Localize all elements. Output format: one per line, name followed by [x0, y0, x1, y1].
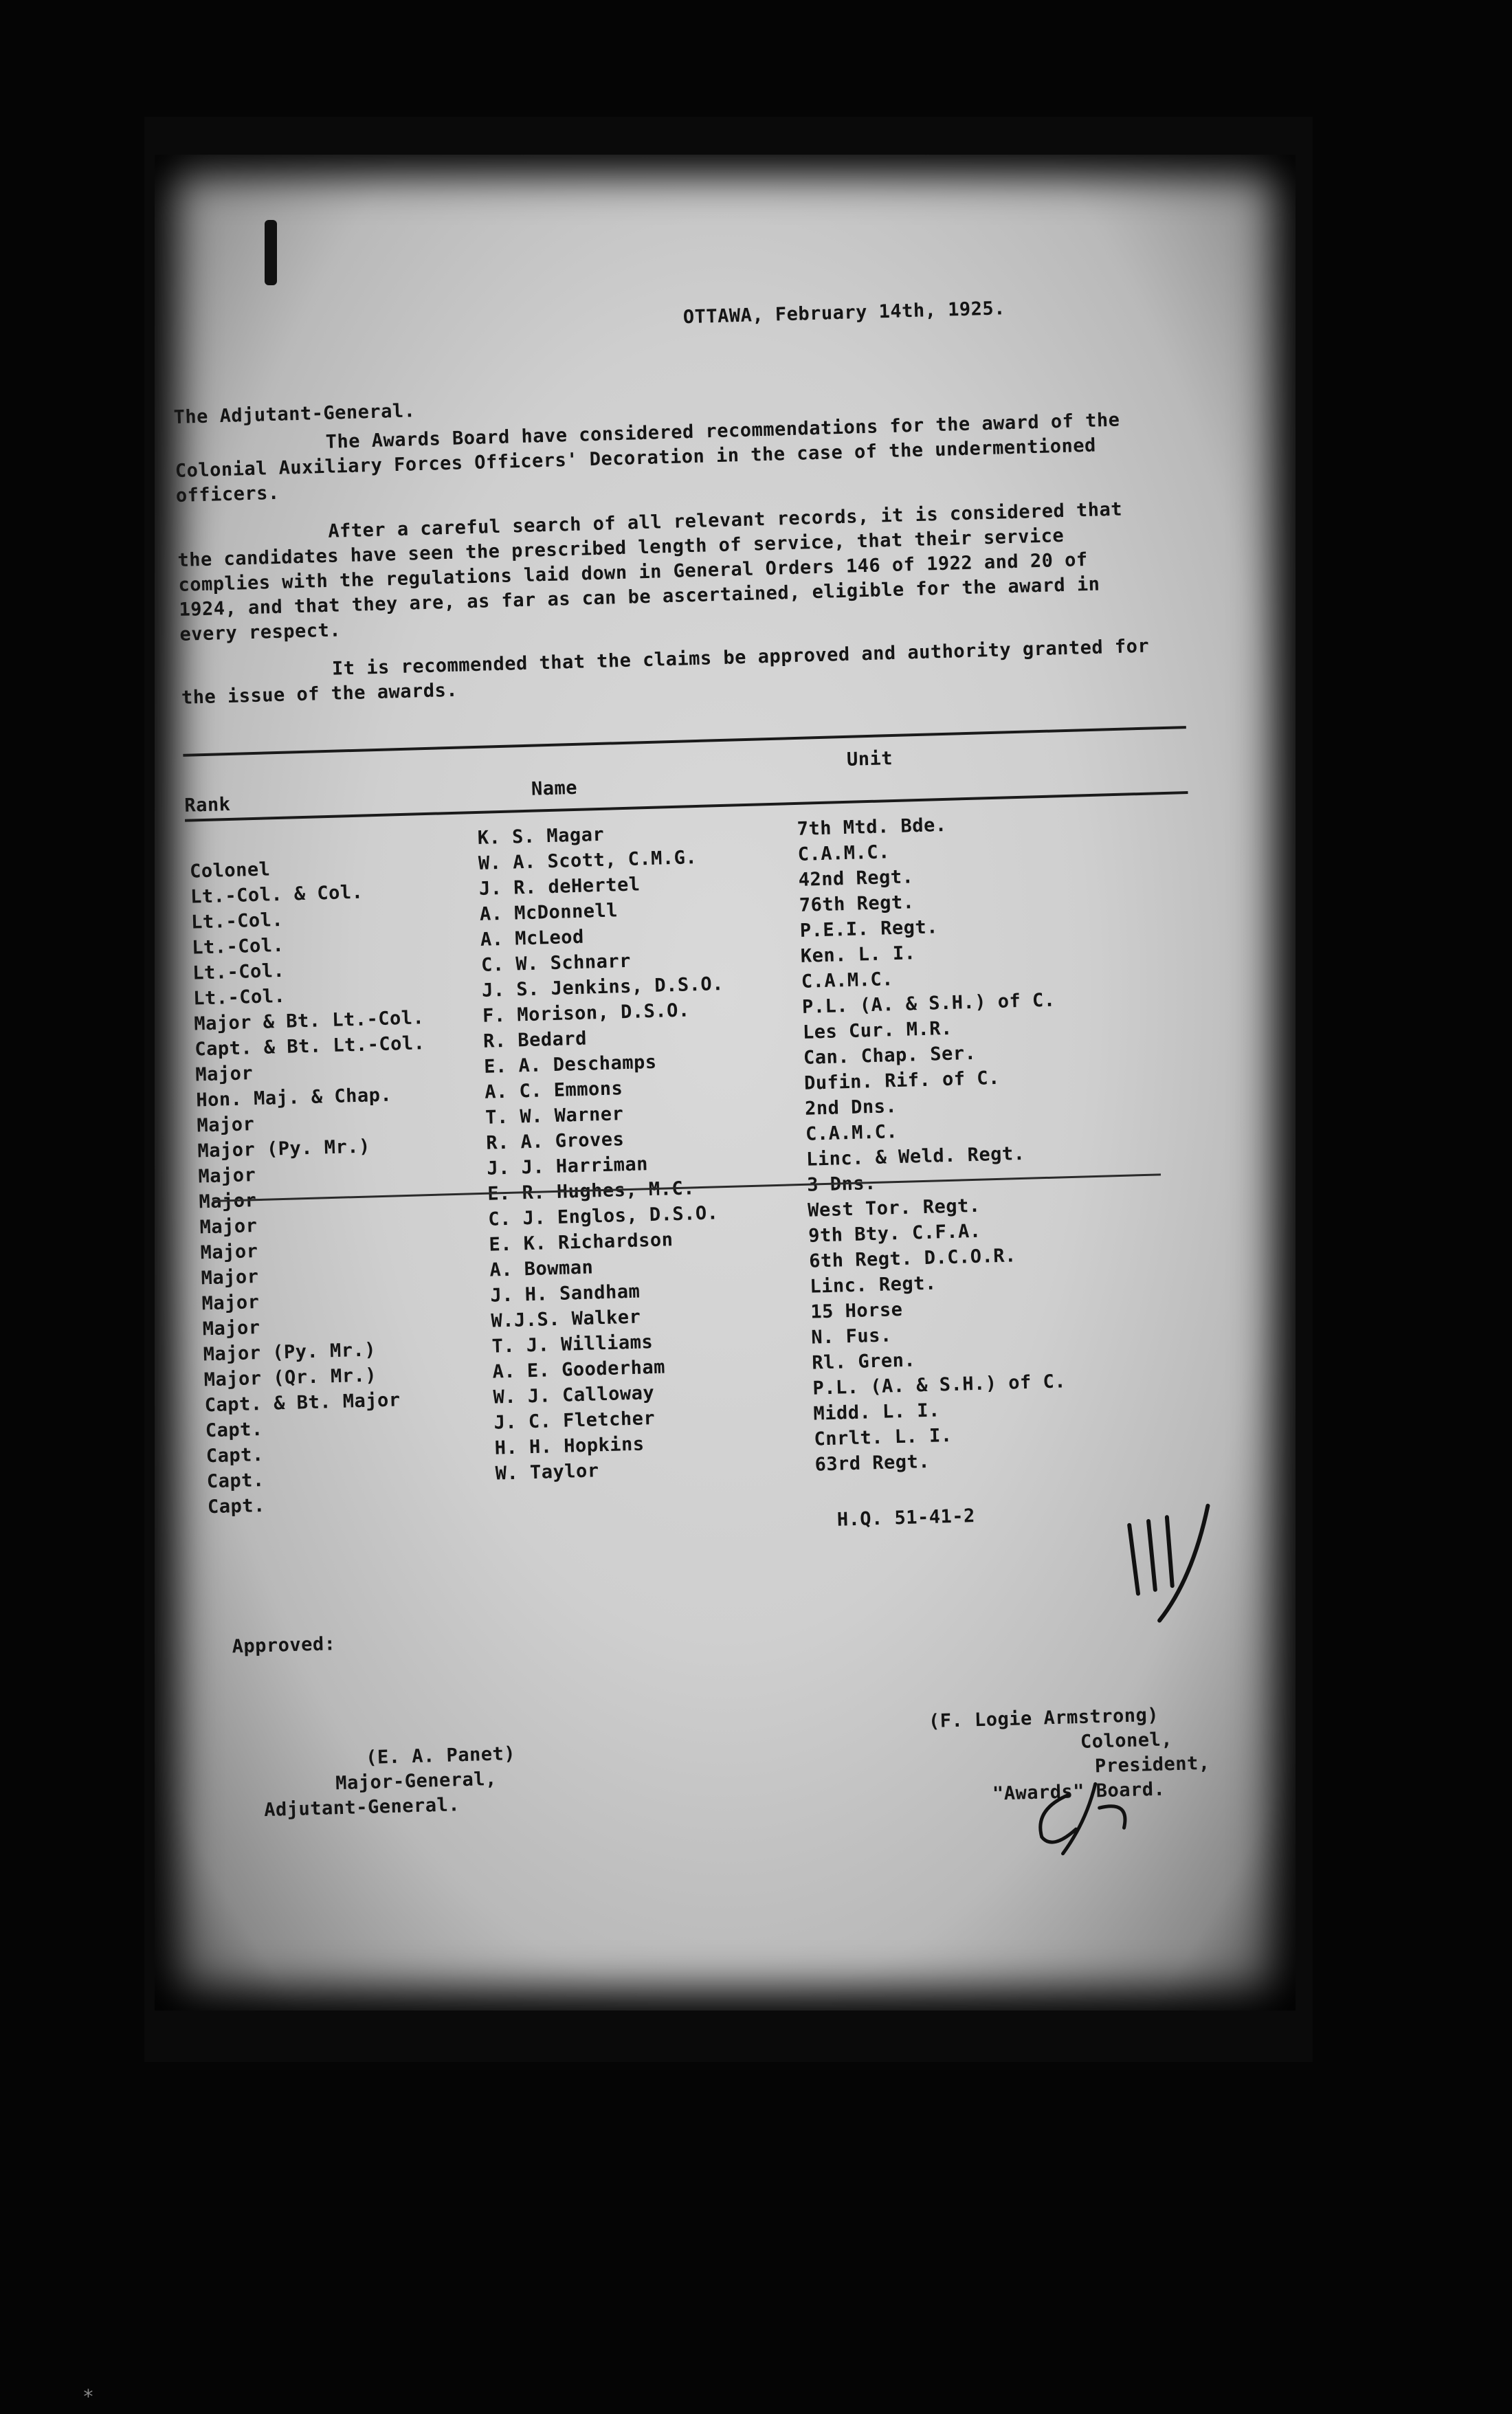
rank-cell: Hon. Maj. & Chap.	[195, 1084, 392, 1111]
name-cell: A. Bowman	[489, 1256, 594, 1281]
addressee: The Adjutant-General.	[173, 400, 416, 429]
unit-cell: Linc. & Weld. Regt.	[805, 1142, 1025, 1171]
rank-cell: Major	[197, 1114, 255, 1137]
rank-cell: Major (Py. Mr.)	[197, 1136, 371, 1162]
approved-label: Approved:	[232, 1633, 336, 1658]
unit-cell: 9th Bty. C.F.A.	[808, 1220, 981, 1247]
name-cell: A. E. Gooderham	[492, 1356, 666, 1383]
unit-cell: Les Cur. M.R.	[802, 1017, 953, 1043]
unit-cell: P.L. (A. & S.H.) of C.	[801, 989, 1056, 1018]
handwritten-initials	[1020, 1779, 1146, 1858]
unit-cell: N. Fus.	[810, 1325, 893, 1349]
name-cell: W.J.S. Walker	[491, 1306, 641, 1332]
name-cell: W. A. Scott, C.M.G.	[478, 847, 698, 874]
rank-cell: Colonel	[189, 859, 271, 883]
rank-cell: Capt. & Bt. Major	[204, 1389, 401, 1417]
rank-cell: Major	[199, 1215, 258, 1239]
rank-cell: Lt.-Col.	[190, 909, 284, 933]
rank-cell: Major	[201, 1266, 259, 1289]
rank-cell: Major (Qr. Mr.)	[203, 1364, 377, 1391]
rank-cell: Capt.	[207, 1494, 266, 1518]
unit-cell: C.A.M.C.	[805, 1121, 898, 1145]
name-column	[477, 819, 737, 1486]
name-cell: H. H. Hopkins	[494, 1433, 645, 1459]
unit-cell: Linc. Regt.	[809, 1272, 937, 1298]
signature-left-rank: Major-General,	[335, 1768, 498, 1795]
table-top-rule	[183, 726, 1186, 757]
unit-column	[797, 810, 1068, 1478]
paragraph-2	[177, 496, 1155, 647]
rank-cell: Major (Py. Mr.)	[203, 1339, 377, 1366]
rank-cell: Major	[201, 1292, 260, 1315]
unit-cell: 15 Horse	[810, 1298, 903, 1323]
name-cell: E. A. Deschamps	[483, 1051, 657, 1078]
rank-cell: Capt.	[205, 1443, 265, 1468]
name-cell: J. S. Jenkins, D.S.O.	[481, 973, 724, 1001]
name-cell: A. McLeod	[480, 926, 585, 951]
name-cell: W. Taylor	[495, 1460, 599, 1485]
name-cell: J. C. Fletcher	[493, 1408, 656, 1434]
unit-cell: P.E.I. Regt.	[799, 916, 939, 942]
signature-right-rank: Colonel,	[1080, 1729, 1173, 1753]
name-cell: A. C. Emmons	[484, 1078, 623, 1103]
unit-cell: 42nd Regt.	[798, 866, 914, 891]
unit-cell: Dufin. Rif. of C.	[803, 1067, 1001, 1094]
unit-cell: Rl. Gren.	[812, 1349, 916, 1374]
name-cell: T. W. Warner	[485, 1103, 624, 1129]
unit-cell: 76th Regt.	[799, 892, 915, 916]
unit-cell: C.A.M.C.	[801, 968, 894, 993]
header-rank: Rank	[184, 793, 231, 817]
rank-cell: Major	[202, 1317, 260, 1340]
name-cell: E. R. Hughes, M.C.	[487, 1177, 696, 1205]
header-name: Name	[531, 777, 578, 800]
paragraph-3-text: It is recommended that the claims be approved and authority granted for the issue of the awards.	[181, 635, 1150, 709]
signature-left-title: Adjutant-General.	[263, 1794, 460, 1821]
rank-cell: Capt.	[206, 1469, 265, 1493]
document-page	[155, 155, 1296, 2011]
rank-cell: Major	[198, 1164, 256, 1188]
corner-mark: *	[82, 2385, 94, 2408]
unit-cell: C.A.M.C.	[797, 841, 891, 865]
paragraph-2-text: After a careful search of all relevant records, it is considered that the candidates have seen the prescribed length of service, that their service complies with the regulations laid down in General Orders 146 of 1922 and 20 of 1924, and that they are, as far as can be ascertained, eligible for the award in every respect.	[177, 498, 1123, 645]
paragraph-3	[181, 634, 1157, 711]
rank-cell: Major	[200, 1241, 258, 1264]
unit-cell: 3 Dns.	[806, 1172, 877, 1196]
header-unit: Unit	[846, 748, 893, 771]
rank-cell: Major	[199, 1190, 257, 1213]
unit-cell: 2nd Dns.	[804, 1096, 898, 1120]
name-cell: R. A. Groves	[485, 1129, 625, 1154]
name-cell: J. R. deHertel	[478, 874, 641, 900]
rank-cell: Major & Bt. Lt.-Col.	[193, 1007, 425, 1035]
name-cell: K. S. Magar	[477, 823, 605, 849]
name-cell: C. W. Schnarr	[480, 950, 632, 976]
name-cell: R. Bedard	[482, 1028, 588, 1052]
unit-cell: 63rd Regt.	[814, 1450, 931, 1476]
rank-cell: Lt.-Col.	[192, 985, 286, 1010]
unit-cell: Cnrlt. L. I.	[814, 1424, 953, 1450]
signature-right-board: "Awards" Board.	[992, 1778, 1166, 1805]
unit-cell: P.L. (A. & S.H.) of C.	[812, 1371, 1067, 1399]
name-cell: W. J. Calloway	[493, 1382, 655, 1408]
name-cell: J. H. Sandham	[490, 1281, 641, 1307]
rank-cell: Major	[194, 1063, 254, 1086]
file-reference: H.Q. 51-41-2	[836, 1505, 976, 1531]
typed-letter	[129, 139, 1322, 2026]
rank-cell: Capt. & Bt. Lt.-Col.	[194, 1032, 425, 1061]
rank-cell: Lt.-Col.	[191, 934, 285, 959]
unit-cell: West Tor. Regt.	[807, 1195, 981, 1221]
unit-cell: 6th Regt. D.C.O.R.	[808, 1245, 1017, 1272]
unit-cell: Ken. L. I.	[800, 942, 916, 967]
unit-cell: Midd. L. I.	[813, 1399, 941, 1425]
rank-cell: Capt.	[205, 1418, 264, 1442]
signature-left	[263, 1742, 518, 1823]
name-cell: F. Morison, D.S.O.	[482, 999, 691, 1027]
tally-mark	[1115, 1502, 1228, 1628]
name-cell: J. J. Harriman	[486, 1153, 649, 1180]
signature-right-title: President,	[1094, 1752, 1210, 1778]
rank-cell: Lt.-Col.	[192, 960, 285, 984]
unit-cell: Can. Chap. Ser.	[803, 1042, 977, 1069]
name-cell: E. K. Richardson	[489, 1229, 674, 1256]
name-cell: T. J. Williams	[491, 1331, 654, 1358]
rank-column	[190, 852, 438, 1520]
name-cell: A. McDonnell	[479, 900, 619, 925]
name-cell: C. J. Englos, D.S.O.	[487, 1202, 719, 1230]
signature-right-name: (F. Logie Armstrong)	[928, 1704, 1159, 1733]
paragraph-1-text: The Awards Board have considered recommendations for the award of the Colonial Auxiliary Forces Officers' Decoration in the case of the undermentioned officers.	[175, 409, 1120, 507]
unit-cell: 7th Mtd. Bde.	[797, 814, 947, 840]
rank-cell: Lt.-Col. & Col.	[190, 881, 364, 908]
date-line: OTTAWA, February 14th, 1925.	[682, 298, 1006, 329]
signature-left-name: (E. A. Panet)	[365, 1742, 516, 1769]
